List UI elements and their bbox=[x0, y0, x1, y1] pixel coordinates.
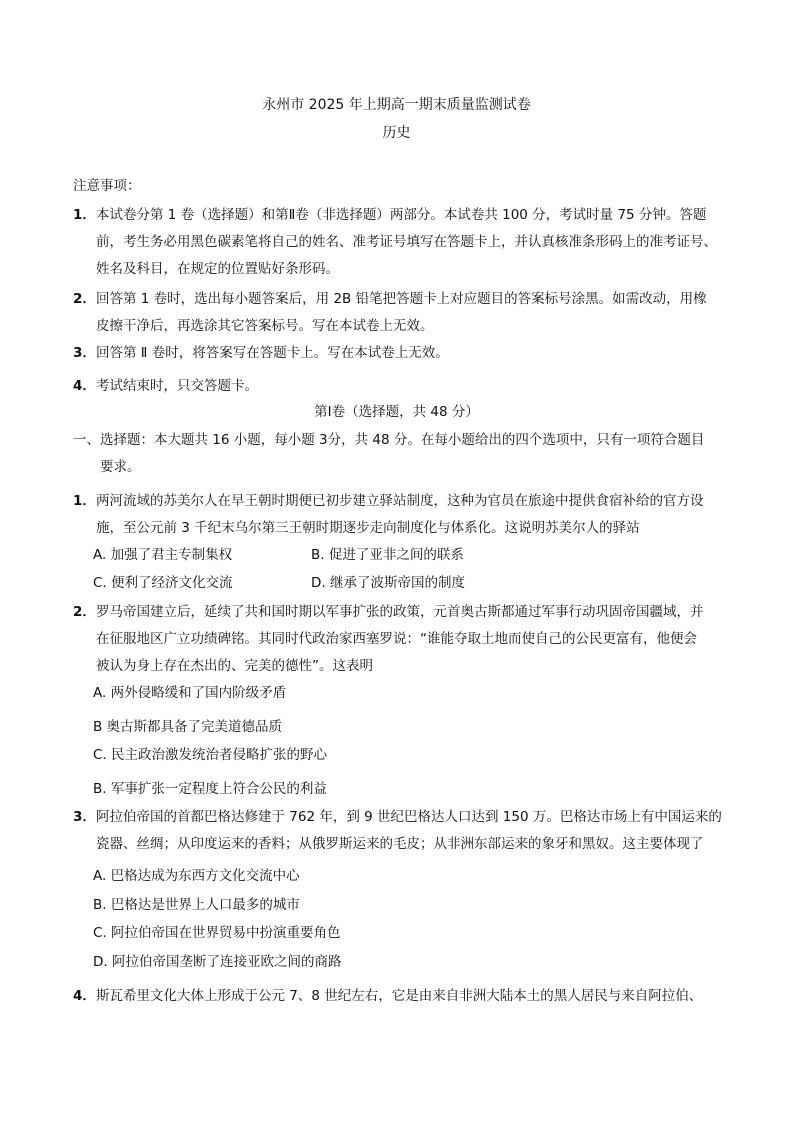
notice-heading: 注意事项： bbox=[73, 178, 141, 194]
section-intro-line: 要求。 bbox=[100, 459, 141, 475]
notice-item-number: 3． bbox=[73, 345, 96, 361]
question-stem-line: 罗马帝国建立后，延续了共和国时期以军事扩张的政策，元首奥古斯都通过军事行动巩固帝国疆域，并 bbox=[96, 604, 704, 620]
answer-option: B. 巴格达是世界上人口最多的城市 bbox=[93, 897, 300, 913]
question-stem-line: 阿拉伯帝国的首都巴格达修建于 762 年，到 9 世纪巴格达人口达到 150 万。巴格达市场上有中国运来的 bbox=[96, 809, 722, 825]
notice-item-line: 考试结束时，只交答题卡。 bbox=[96, 378, 258, 394]
question-stem-line: 斯瓦希里文化大体上形成于公元 7、8 世纪左右，它是由来自非洲大陆本土的黑人居民与来自阿拉伯、 bbox=[96, 988, 703, 1004]
answer-option: B. 军事扩张一定程度上符合公民的利益 bbox=[93, 781, 327, 797]
notice-item-line: 本试卷分第 1 卷（选择题）和第Ⅱ卷（非选择题）两部分。本试卷共 100 分，考试时量 75 分钟。答题 bbox=[96, 207, 707, 223]
question-stem-line: 两河流域的苏美尔人在早王朝时期便已初步建立驿站制度，这种为官员在旅途中提供食宿补给的官方设 bbox=[96, 493, 704, 509]
question-stem-line: 在征服地区广立功绩碑铭。其同时代政治家西塞罗说：“谁能夺取土地而使自己的公民更富有，他便会 bbox=[96, 631, 697, 647]
section-title: 第Ⅰ卷（选择题，共 48 分） bbox=[314, 404, 479, 420]
answer-option: D. 继承了波斯帝国的制度 bbox=[311, 575, 465, 591]
notice-item-number: 4． bbox=[73, 378, 96, 394]
question-number: 2． bbox=[73, 604, 96, 620]
answer-option: D. 阿拉伯帝国垄断了连接亚欧之间的商路 bbox=[93, 954, 342, 970]
question-number: 3． bbox=[73, 809, 96, 825]
answer-option: A. 两外侵略缓和了国内阶级矛盾 bbox=[93, 685, 287, 701]
notice-item-line: 回答第 Ⅱ 卷时，将答案写在答题卡上。写在本试卷上无效。 bbox=[96, 345, 449, 361]
question-stem-line: 施，至公元前 3 千纪末乌尔第三王朝时期逐步走向制度化与体系化。这说明苏美尔人的驿站 bbox=[96, 520, 640, 536]
answer-option: C. 便利了经济文化交流 bbox=[93, 575, 233, 591]
answer-option: B. 促进了亚非之间的联系 bbox=[311, 547, 464, 563]
exam-title: 永州市 2025 年上期高一期末质量监测试卷 bbox=[262, 97, 531, 113]
notice-item-line: 前，考生务必用黑色碳素笔将自己的姓名、准考证号填写在答题卡上，并认真核准条形码上的准考证号、 bbox=[96, 234, 717, 250]
answer-option: B 奥古斯都具备了完美道德品质 bbox=[93, 719, 283, 735]
question-number: 1． bbox=[73, 493, 96, 509]
subject-title: 历史 bbox=[382, 125, 411, 141]
answer-option: A. 巴格达成为东西方文化交流中心 bbox=[93, 868, 300, 884]
question-number: 4． bbox=[73, 988, 96, 1004]
answer-option: A. 加强了君主专制集权 bbox=[93, 547, 233, 563]
notice-item-number: 1． bbox=[73, 207, 96, 223]
question-stem-line: 瓷器、丝绸；从印度运来的香料；从俄罗斯运来的毛皮；从非洲东部运来的象牙和黑奴。这主要体现了 bbox=[96, 836, 704, 852]
notice-item-number: 2． bbox=[73, 291, 96, 307]
answer-option: C. 阿拉伯帝国在世界贸易中扮演重要角色 bbox=[93, 925, 341, 941]
section-intro-line: 一、选择题：本大题共 16 小题，每小题 3分，共 48 分。在每小题给出的四个选项中，只有一项符合题目 bbox=[73, 432, 705, 448]
answer-option: C. 民主政治激发统治者侵略扩张的野心 bbox=[93, 747, 328, 763]
notice-item-line: 回答第 1 卷时，选出每小题答案后，用 2B 铅笔把答题卡上对应题目的答案标号涂黑。如需改动，用橡 bbox=[96, 291, 707, 307]
question-stem-line: 被认为身上存在杰出的、完美的德性”。这表明 bbox=[96, 658, 373, 674]
notice-item-line: 皮擦干净后，再选涂其它答案标号。写在本试卷上无效。 bbox=[96, 318, 434, 334]
notice-item-line: 姓名及科目，在规定的位置贴好条形码。 bbox=[96, 261, 339, 277]
